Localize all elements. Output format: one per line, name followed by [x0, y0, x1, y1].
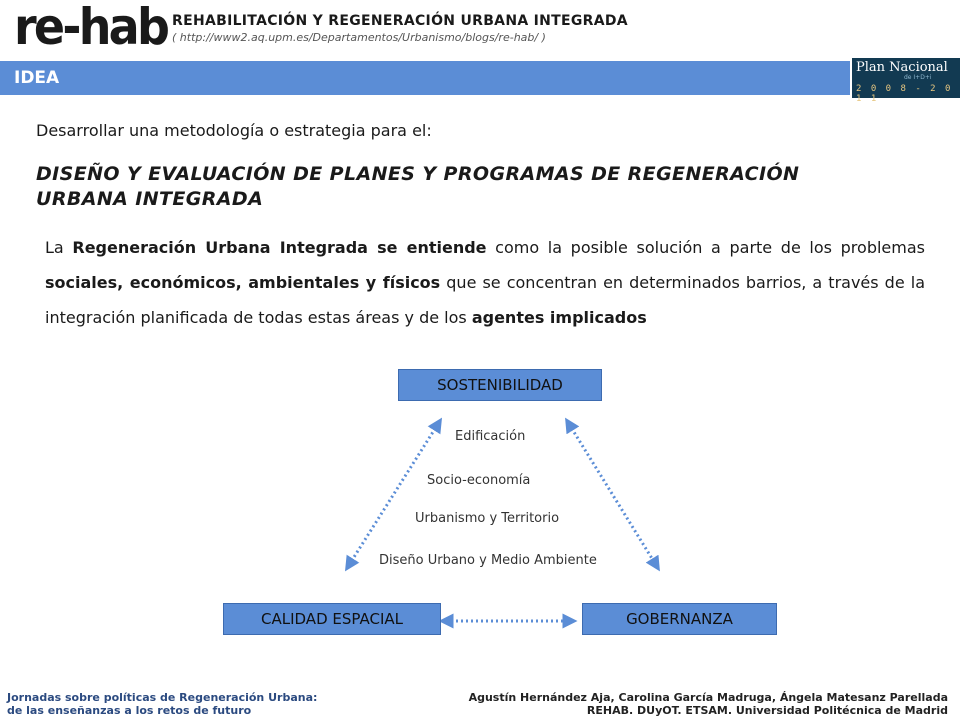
para-text-3: que se concentran en determinados barrios, a través de la integración planificada de todas estas áreas y de los — [45, 273, 925, 327]
calidad-espacial-box: CALIDAD ESPACIAL — [223, 603, 441, 635]
intro-text: Desarrollar una metodología o estrategia para el: — [36, 121, 432, 140]
badge-line1: Plan Nacional — [856, 60, 948, 75]
section-label: IDEA — [14, 68, 60, 88]
badge-line2: de I+D+i — [904, 74, 932, 81]
para-bold-2: sociales, económicos, ambientales y físicos — [45, 273, 441, 292]
footer-event-line2: de las enseñanzas a los retos de futuro — [7, 704, 252, 717]
header-title: REHABILITACIÓN Y REGENERACIÓN URBANA INTEGRADA — [172, 13, 628, 29]
rehab-logo: re-hab — [14, 0, 168, 56]
para-text-1: La — [45, 238, 73, 257]
label-urbanismo: Urbanismo y Territorio — [415, 511, 560, 526]
para-bold-3: agentes implicados — [471, 308, 647, 327]
footer-authors-line2: REHAB. DUyOT. ETSAM. Universidad Politécnica de Madrid — [586, 704, 948, 717]
footer-authors-line1: Agustín Hernández Aja, Carolina García Madruga, Ángela Matesanz Parellada — [468, 691, 948, 704]
arrow-right — [569, 424, 656, 565]
para-text-2: como la posible solución a parte de los problemas — [486, 238, 925, 257]
headline: DISEÑO Y EVALUACIÓN DE PLANES Y PROGRAMAS DE REGENERACIÓN URBANA INTEGRADA — [36, 163, 800, 210]
header-url: ( http://www2.aq.upm.es/Departamentos/Urbanismo/blogs/re-hab/ ) — [172, 31, 546, 44]
gobernanza-box: GOBERNANZA — [582, 603, 777, 635]
para-bold-1: Regeneración Urbana Integrada se entiende — [72, 238, 487, 257]
badge-years: 2 0 0 8 - 2 0 1 1 — [856, 84, 953, 104]
label-socio-economia: Socio-economía — [427, 473, 531, 488]
label-edificacion: Edificación — [455, 429, 526, 444]
sostenibilidad-box: SOSTENIBILIDAD — [398, 369, 602, 401]
footer-event — [7, 691, 317, 717]
label-diseno-urbano: Diseño Urbano y Medio Ambiente — [379, 553, 597, 568]
footer-authors — [469, 691, 948, 717]
arrow-left — [349, 424, 438, 565]
footer-event-line1: Jornadas sobre políticas de Regeneración Urbana: — [7, 691, 318, 704]
